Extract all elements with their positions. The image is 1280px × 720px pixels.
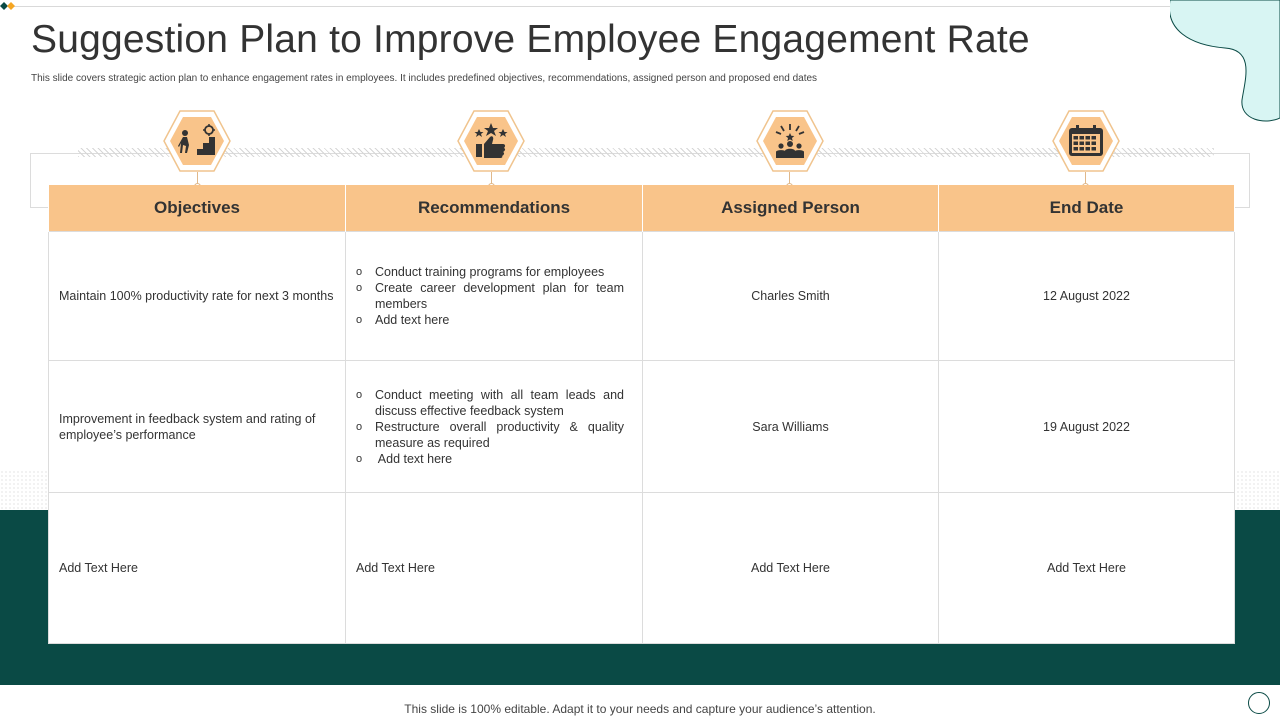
header-objectives: Objectives: [49, 185, 346, 232]
top-divider: [8, 6, 1180, 7]
objective-cell: Improvement in feedback system and rating of employee’s performance: [49, 361, 346, 493]
recommendations-cell: Add Text Here: [346, 493, 643, 644]
corner-circle-icon: [1248, 692, 1270, 714]
table-row: [49, 361, 1235, 493]
person-cell: Sara Williams: [643, 361, 939, 493]
decorative-blob-icon: [1170, 0, 1280, 125]
objective-cell: Add Text Here: [49, 493, 346, 644]
list-item: o Add text here: [356, 451, 624, 467]
header-end-date: End Date: [939, 185, 1235, 232]
end-date-cell: Add Text Here: [939, 493, 1235, 644]
timeline-hatch: [78, 148, 1214, 157]
recommendations-cell: [346, 361, 643, 493]
person-cell: Charles Smith: [643, 232, 939, 361]
page-subtitle: This slide covers strategic action plan to enhance engagement rates in employees. It includes predefined objectives, recommendations, assigned person and proposed end dates: [31, 73, 818, 84]
hexagon-end-date: [1052, 110, 1120, 172]
header-assigned-person: Assigned Person: [643, 185, 939, 232]
end-date-cell: 19 August 2022: [939, 361, 1235, 493]
table-header-row: [49, 185, 1235, 232]
list-item: o Conduct meeting with all team leads and discuss effective feedback system: [356, 387, 624, 419]
list-item: o Conduct training programs for employees: [356, 264, 624, 280]
list-item: o Restructure overall productivity & quality measure as required: [356, 419, 624, 451]
hexagon-assigned-person: [756, 110, 824, 172]
team-celebration-icon: [770, 122, 810, 160]
footer-note: This slide is 100% editable. Adapt it to your needs and capture your audience’s attention.: [404, 702, 876, 716]
header-recommendations: Recommendations: [346, 185, 643, 232]
recommendations-list: [356, 387, 632, 467]
person-cell: Add Text Here: [643, 493, 939, 644]
recommendations-cell: [346, 232, 643, 361]
calendar-icon: [1067, 124, 1105, 158]
objective-cell: Maintain 100% productivity rate for next 3 months: [49, 232, 346, 361]
hexagon-objectives: [163, 110, 231, 172]
list-item: o Create career development plan for team members: [356, 280, 624, 312]
end-date-cell: 12 August 2022: [939, 232, 1235, 361]
recommendations-list: [356, 264, 632, 328]
table-row: [49, 232, 1235, 361]
list-item: o Add text here: [356, 312, 624, 328]
plan-table: [48, 185, 1235, 644]
corner-diamonds-icon: [0, 0, 20, 12]
table-row: [49, 493, 1235, 644]
thumbs-up-stars-icon: [471, 122, 511, 160]
page-title: Suggestion Plan to Improve Employee Engagement Rate: [31, 18, 1030, 61]
staircase-goal-icon: [177, 123, 217, 159]
hexagon-recommendations: [457, 110, 525, 172]
